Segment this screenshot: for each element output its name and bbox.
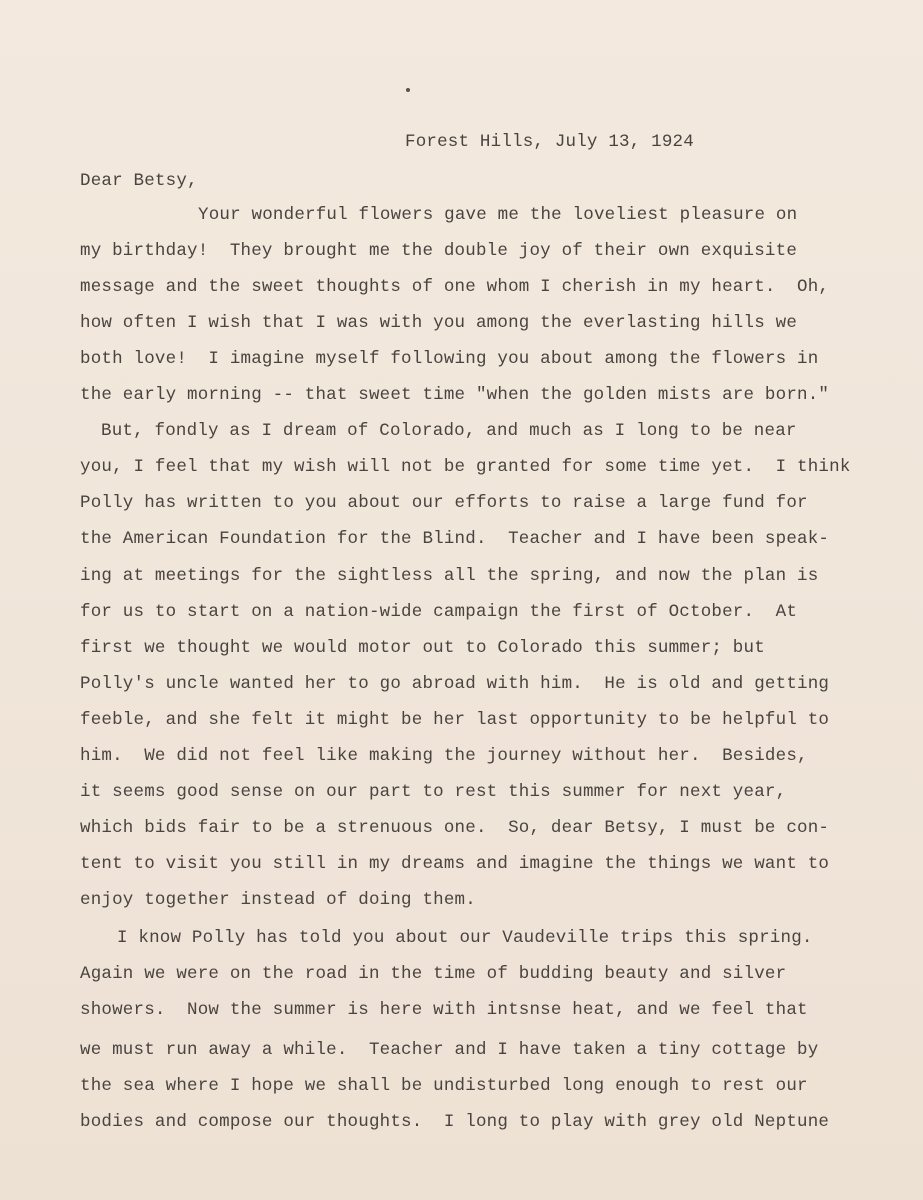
body-line-11: ing at meetings for the sightless all the spring, and now the plan is <box>80 566 819 586</box>
body-line-18: which bids fair to be a strenuous one. So, dear Betsy, I must be con- <box>80 818 830 838</box>
body-line-3: message and the sweet thoughts of one whom I cherish in my heart. Oh, <box>80 277 830 297</box>
body-line-5: both love! I imagine myself following you about among the flowers in <box>80 349 819 369</box>
body-line-17: it seems good sense on our part to rest this summer for next year, <box>80 782 787 802</box>
body-line-9: Polly has written to you about our efforts to raise a large fund for <box>80 493 808 513</box>
body-line-22: Again we were on the road in the time of budding beauty and silver <box>80 964 787 984</box>
body-line-14: Polly's uncle wanted her to go abroad with him. He is old and getting <box>80 674 830 694</box>
body-line-1: Your wonderful flowers gave me the loveliest pleasure on <box>198 205 798 225</box>
body-line-26: bodies and compose our thoughts. I long to play with grey old Neptune <box>80 1112 830 1132</box>
body-line-10: the American Foundation for the Blind. Teacher and I have been speak- <box>80 529 830 549</box>
ink-dot <box>406 88 410 92</box>
body-line-8: you, I feel that my wish will not be granted for some time yet. I think <box>80 457 851 477</box>
body-line-7: But, fondly as I dream of Colorado, and much as I long to be near <box>101 421 797 441</box>
body-line-20: enjoy together instead of doing them. <box>80 890 476 910</box>
body-line-25: the sea where I hope we shall be undisturbed long enough to rest our <box>80 1076 808 1096</box>
body-line-19: tent to visit you still in my dreams and imagine the things we want to <box>80 854 830 874</box>
body-line-15: feeble, and she felt it might be her last opportunity to be helpful to <box>80 710 830 730</box>
body-line-16: him. We did not feel like making the journey without her. Besides, <box>80 746 808 766</box>
salutation: Dear Betsy, <box>80 171 198 191</box>
body-line-13: first we thought we would motor out to Colorado this summer; but <box>80 638 765 658</box>
body-line-24: we must run away a while. Teacher and I have taken a tiny cottage by <box>80 1040 819 1060</box>
body-line-12: for us to start on a nation-wide campaign the first of October. At <box>80 602 798 622</box>
body-line-6: the early morning -- that sweet time "when the golden mists are born." <box>80 385 830 405</box>
body-line-4: how often I wish that I was with you among the everlasting hills we <box>80 313 798 333</box>
body-line-2: my birthday! They brought me the double joy of their own exquisite <box>80 241 798 261</box>
dateline: Forest Hills, July 13, 1924 <box>405 132 694 152</box>
body-line-21: I know Polly has told you about our Vaudeville trips this spring. <box>117 928 813 948</box>
body-line-23: showers. Now the summer is here with intsnse heat, and we feel that <box>80 1000 808 1020</box>
